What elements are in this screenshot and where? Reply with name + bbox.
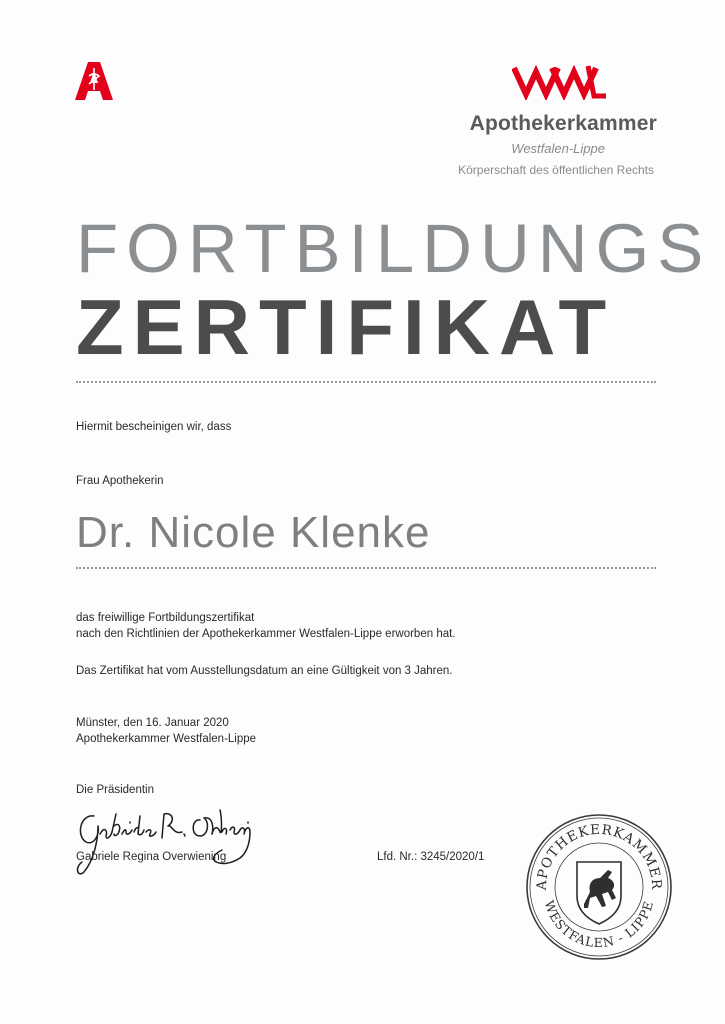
certificate-title-line1: FORTBILDUNGS xyxy=(76,210,712,287)
horse-crest-icon xyxy=(577,862,621,924)
svg-text:WESTFALEN - LIPPE: WESTFALEN - LIPPE xyxy=(541,898,657,951)
signer-role: Die Präsidentin xyxy=(76,784,154,796)
dotted-divider xyxy=(76,381,656,383)
apotheke-a-icon xyxy=(74,60,114,102)
reference-number: Lfd. Nr.: 3245/2020/1 xyxy=(377,851,485,863)
body-text-line1: das freiwillige Fortbildungszertifikat xyxy=(76,612,255,624)
salutation: Frau Apothekerin xyxy=(76,475,164,487)
recipient-name: Dr. Nicole Klenke xyxy=(76,508,431,557)
body-text-line2: nach den Richtlinien der Apothekerkammer Westfalen-Lippe erworben hat. xyxy=(76,628,456,640)
issuer-name: Apothekerkammer Westfalen-Lippe xyxy=(76,733,257,745)
signer-name: Gabriele Regina Overwiening xyxy=(76,851,227,863)
organization-region: Westfalen-Lippe xyxy=(511,141,605,156)
akwl-wordmark-icon xyxy=(512,62,608,100)
organization-legal-form: Körperschaft des öffentlichen Rechts xyxy=(458,163,654,177)
place-date: Münster, den 16. Januar 2020 xyxy=(76,717,229,729)
dotted-divider xyxy=(76,567,656,569)
validity-text: Das Zertifikat hat vom Ausstellungsdatum an eine Gültigkeit von 3 Jahren. xyxy=(76,665,453,677)
organization-name: Apothekerkammer xyxy=(469,112,657,135)
svg-text:APOTHEKERKAMMER: APOTHEKERKAMMER xyxy=(533,821,665,891)
certificate-title-line2: ZERTIFIKAT xyxy=(76,283,616,371)
official-seal xyxy=(524,812,674,962)
intro-text: Hiermit bescheinigen wir, dass xyxy=(76,421,232,433)
